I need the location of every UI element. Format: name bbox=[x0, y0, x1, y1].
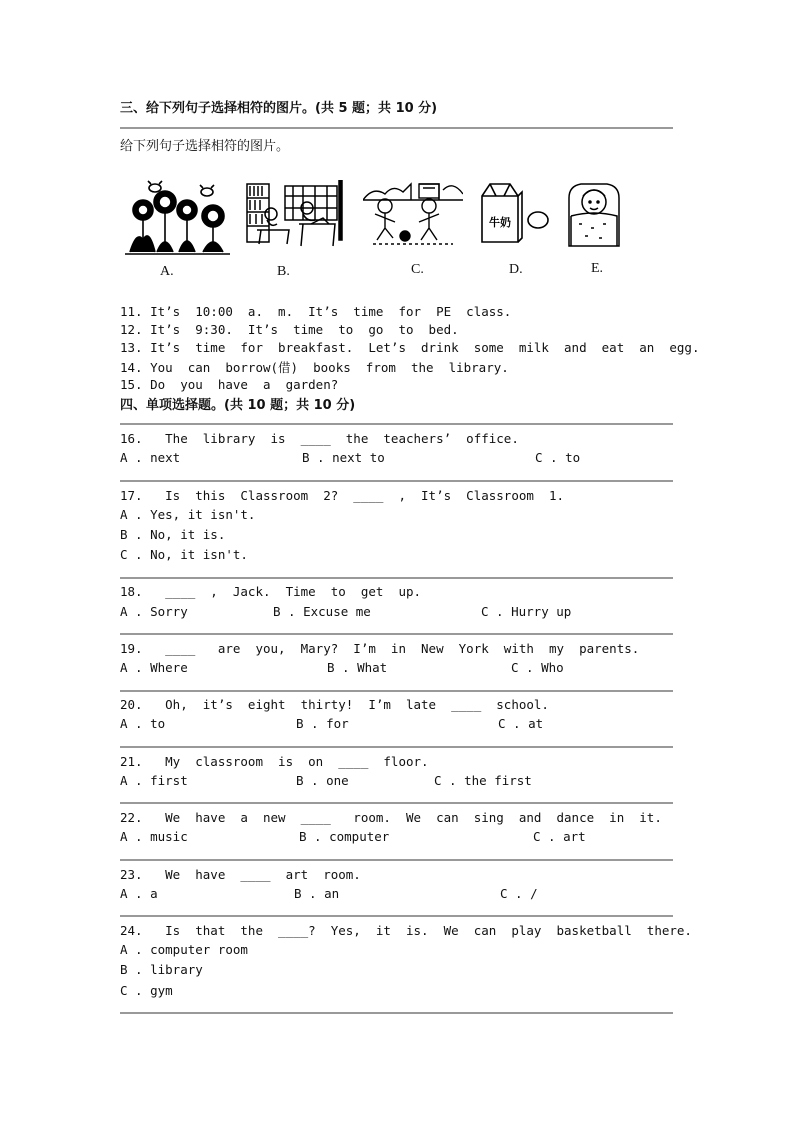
question-21: 21. My classroom is on ____ floor. bbox=[120, 754, 429, 769]
section-3-intro: 给下列句子选择相符的图片。 bbox=[120, 139, 290, 154]
option-21-b[interactable]: B . one bbox=[296, 773, 349, 788]
divider bbox=[120, 633, 673, 635]
option-22-c[interactable]: C . art bbox=[533, 829, 586, 844]
option-19-c[interactable]: C . Who bbox=[511, 660, 564, 675]
option-18-a[interactable]: A . Sorry bbox=[120, 604, 188, 619]
option-16-c[interactable]: C . to bbox=[535, 450, 581, 465]
option-23-a[interactable]: A . a bbox=[120, 886, 158, 901]
option-22-b[interactable]: B . computer bbox=[299, 829, 390, 844]
picture-d-milk-and-egg bbox=[478, 180, 550, 244]
picture-label-e: E. bbox=[591, 261, 604, 276]
question-24: 24. Is that the ____? Yes, it is. We can play basketball there. bbox=[120, 923, 692, 938]
option-21-a[interactable]: A . first bbox=[120, 773, 188, 788]
question-20: 20. Oh, it’s eight thirty! I’m late ____ school. bbox=[120, 697, 549, 712]
picture-label-b: B. bbox=[277, 264, 290, 279]
question-18: 18. ____ , Jack. Time to get up. bbox=[120, 584, 422, 599]
divider bbox=[120, 859, 673, 861]
option-20-c[interactable]: C . at bbox=[498, 716, 544, 731]
option-24-b[interactable]: B . library bbox=[120, 962, 203, 977]
option-22-a[interactable]: A . music bbox=[120, 829, 188, 844]
option-20-a[interactable]: A . to bbox=[120, 716, 166, 731]
sentence-11: 11. It’s 10:00 a. m. It’s time for PE class. bbox=[120, 304, 512, 319]
question-16: 16. The library is ____ the teachers’ office. bbox=[120, 431, 519, 446]
sentence-13: 13. It’s time for breakfast. Let’s drink some milk and eat an egg. bbox=[120, 340, 700, 355]
option-18-c[interactable]: C . Hurry up bbox=[481, 604, 572, 619]
sentence-14: 14. You can borrow(借) books from the library. bbox=[120, 360, 509, 375]
divider bbox=[120, 1012, 673, 1014]
divider bbox=[120, 802, 673, 804]
section-3-heading: 三、给下列句子选择相符的图片。(共 5 题；共 10 分) bbox=[120, 101, 438, 116]
option-18-b[interactable]: B . Excuse me bbox=[273, 604, 371, 619]
option-17-c[interactable]: C . No, it isn't. bbox=[120, 547, 248, 562]
divider bbox=[120, 915, 673, 917]
option-24-a[interactable]: A . computer room bbox=[120, 942, 248, 957]
section-4-heading: 四、单项选择题。(共 10 题；共 10 分) bbox=[120, 398, 356, 413]
milk-carton-label: 牛奶 bbox=[489, 216, 511, 229]
picture-label-a: A. bbox=[160, 264, 174, 279]
option-19-a[interactable]: A . Where bbox=[120, 660, 188, 675]
option-21-c[interactable]: C . the first bbox=[434, 773, 532, 788]
option-20-b[interactable]: B . for bbox=[296, 716, 349, 731]
question-19: 19. ____ are you, Mary? I’m in New York with my parents. bbox=[120, 641, 640, 656]
divider bbox=[120, 746, 673, 748]
divider bbox=[120, 423, 673, 425]
option-16-b[interactable]: B . next to bbox=[302, 450, 385, 465]
picture-b-library bbox=[245, 180, 343, 250]
divider bbox=[120, 127, 673, 129]
option-23-c[interactable]: C . / bbox=[500, 886, 538, 901]
question-17: 17. Is this Classroom 2? ____ , It’s Classroom 1. bbox=[120, 488, 565, 503]
divider bbox=[120, 577, 673, 579]
question-23: 23. We have ____ art room. bbox=[120, 867, 361, 882]
option-16-a[interactable]: A . next bbox=[120, 450, 181, 465]
divider bbox=[120, 690, 673, 692]
option-17-b[interactable]: B . No, it is. bbox=[120, 527, 226, 542]
sentence-15: 15. Do you have a garden? bbox=[120, 377, 339, 392]
picture-a-flowers bbox=[125, 180, 230, 255]
picture-label-d: D. bbox=[509, 262, 523, 277]
option-17-a[interactable]: A . Yes, it isn't. bbox=[120, 507, 256, 522]
option-23-b[interactable]: B . an bbox=[294, 886, 340, 901]
picture-label-c: C. bbox=[411, 262, 424, 277]
divider bbox=[120, 480, 673, 482]
picture-c-playground bbox=[363, 180, 463, 248]
picture-e-child-in-bed bbox=[563, 180, 625, 250]
sentence-12: 12. It’s 9:30. It’s time to go to bed. bbox=[120, 322, 459, 337]
option-19-b[interactable]: B . What bbox=[327, 660, 388, 675]
option-24-c[interactable]: C . gym bbox=[120, 983, 173, 998]
question-22: 22. We have a new ____ room. We can sing and dance in it. bbox=[120, 810, 662, 825]
